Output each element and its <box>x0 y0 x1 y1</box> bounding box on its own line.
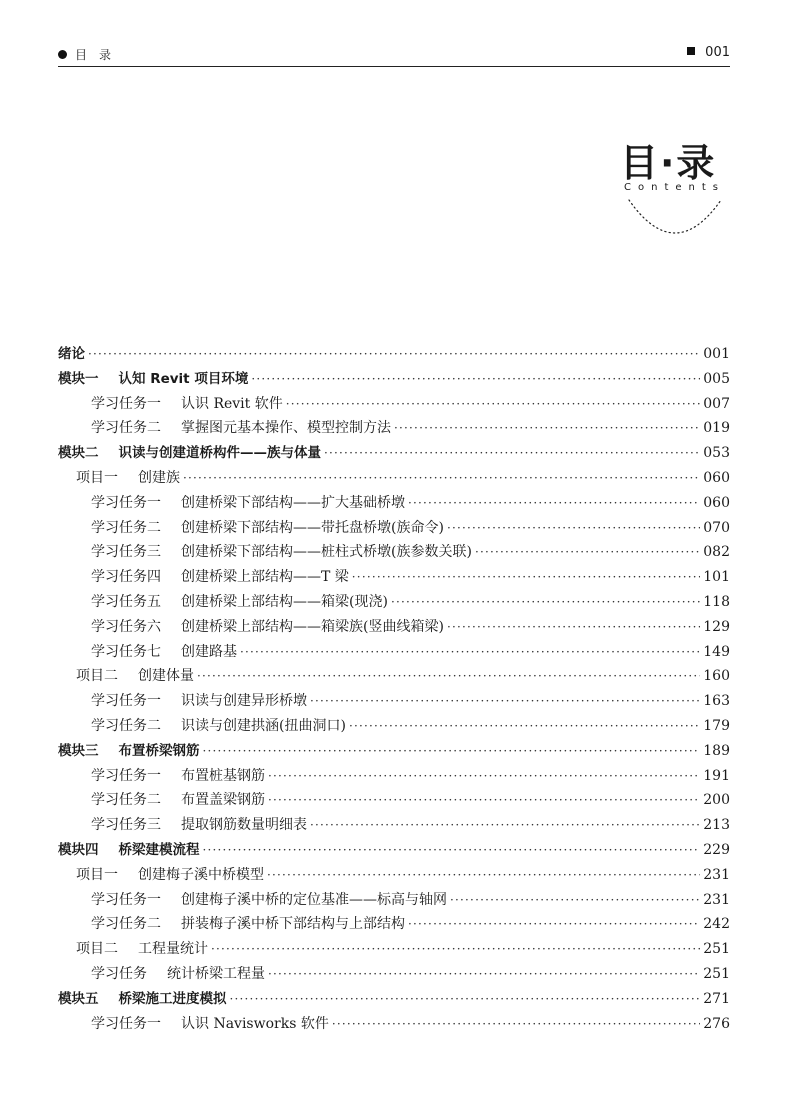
toc-entry-page: 229 <box>703 841 730 858</box>
toc-entry-title: 布置桥梁钢筋 <box>118 742 200 759</box>
toc-entry-page: 191 <box>703 767 730 784</box>
toc-entry-number: 学习任务一 <box>91 891 161 908</box>
dot-leader <box>88 342 700 367</box>
toc-entry-title: 创建桥梁下部结构——带托盘桥墩(族命令) <box>181 519 444 536</box>
toc-entry-number: 模块四 <box>58 841 99 858</box>
toc-entry-page: 163 <box>703 693 730 710</box>
toc-entry-number: 学习任务一 <box>91 1015 161 1032</box>
toc-entry[interactable] <box>58 788 730 813</box>
toc-entry-number: 项目二 <box>76 668 118 685</box>
dot-leader <box>447 516 700 541</box>
dot-leader <box>268 788 700 813</box>
dot-leader <box>447 615 700 640</box>
toc-entry-label <box>91 888 447 913</box>
toc-entry-page: 060 <box>703 469 730 486</box>
toc-entry-label <box>58 987 227 1012</box>
toc-entry-page: 101 <box>703 569 730 586</box>
toc-entry-label <box>91 764 265 789</box>
running-header <box>58 44 730 67</box>
toc-entry-number: 学习任务一 <box>91 693 161 710</box>
dot-leader <box>268 764 700 789</box>
toc-entry-label <box>91 416 391 441</box>
toc-entry-number: 学习任务一 <box>91 395 161 412</box>
toc-entry-title: 创建梅子溪中桥的定位基准——标高与轴网 <box>181 891 447 908</box>
toc-entry-title: 认知 Revit 项目环境 <box>118 370 249 387</box>
bullet-dot-icon <box>58 50 67 59</box>
dot-leader <box>408 491 700 516</box>
toc-entry-number: 学习任务二 <box>91 916 161 933</box>
dot-leader <box>391 590 700 615</box>
toc-entry-page: 200 <box>703 792 730 809</box>
toc-entry[interactable] <box>58 342 730 367</box>
toc-entry-title: 拼装梅子溪中桥下部结构与上部结构 <box>181 916 405 933</box>
toc-entry[interactable] <box>58 937 730 962</box>
toc-entry-title: 绪论 <box>58 346 85 362</box>
toc-entry[interactable] <box>58 962 730 987</box>
dot-leader <box>332 1012 700 1037</box>
dot-leader <box>310 813 700 838</box>
header-right <box>687 45 730 60</box>
toc-entry-page: 060 <box>703 494 730 511</box>
toc-entry-number: 学习任务 <box>91 965 147 982</box>
toc-entry-label <box>58 441 321 466</box>
toc-entry-title: 布置盖梁钢筋 <box>181 792 265 809</box>
dot-leader <box>450 888 700 913</box>
page-subtitle: Contents <box>624 182 725 193</box>
toc-entry-label <box>91 689 307 714</box>
toc-entry-label <box>58 342 85 367</box>
toc-entry-label <box>58 367 248 392</box>
dot-leader <box>203 739 701 764</box>
toc-entry-label <box>76 937 208 962</box>
toc-entry-label <box>91 640 237 665</box>
toc-entry-title: 识读与创建异形桥墩 <box>181 693 307 710</box>
dot-leader <box>230 987 701 1012</box>
toc-entry-label <box>76 863 264 888</box>
toc-entry[interactable] <box>58 615 730 640</box>
toc-entry[interactable] <box>58 714 730 739</box>
toc-entry-page: 149 <box>703 643 730 660</box>
dot-leader <box>251 367 700 392</box>
toc-entry-title: 创建体量 <box>138 668 194 685</box>
toc-entry-label <box>91 714 346 739</box>
toc-entry-page: 271 <box>703 990 730 1007</box>
toc-entry-page: 053 <box>703 445 730 462</box>
toc-entry-page: 179 <box>703 717 730 734</box>
toc-entry-title: 创建桥梁下部结构——扩大基础桥墩 <box>181 494 405 511</box>
toc-entry-label <box>91 392 283 417</box>
toc-entry-label <box>91 1012 329 1037</box>
toc-entry-page: 213 <box>703 817 730 834</box>
toc-entry-label <box>91 565 349 590</box>
toc-entry[interactable] <box>58 912 730 937</box>
toc-entry-label <box>91 912 405 937</box>
toc-entry-label <box>91 962 265 987</box>
toc-entry-number: 学习任务二 <box>91 792 161 809</box>
toc-entry-label <box>91 516 444 541</box>
toc-entry-number: 学习任务一 <box>91 494 161 511</box>
toc-entry-page: 129 <box>703 618 730 635</box>
toc-entry-number: 项目一 <box>76 469 118 486</box>
toc-entry-title: 认识 Navisworks 软件 <box>181 1015 329 1032</box>
toc-entry-label <box>91 813 307 838</box>
toc-entry[interactable] <box>58 863 730 888</box>
toc-entry[interactable] <box>58 516 730 541</box>
toc-entry-title: 桥梁施工进度模拟 <box>118 990 227 1007</box>
toc-entry[interactable] <box>58 392 730 417</box>
dot-leader <box>286 392 701 417</box>
toc-entry-label <box>91 540 472 565</box>
toc-entry[interactable] <box>58 838 730 863</box>
toc-entry-title: 创建族 <box>138 469 180 486</box>
page-title: 目·录 <box>620 141 717 185</box>
toc-entry-title: 认识 Revit 软件 <box>181 395 283 412</box>
toc-entry[interactable] <box>58 416 730 441</box>
toc-entry-label <box>91 615 444 640</box>
toc-entry[interactable] <box>58 640 730 665</box>
toc-entry-title: 提取钢筋数量明细表 <box>181 817 307 834</box>
toc-entry[interactable] <box>58 441 730 466</box>
toc-entry[interactable] <box>58 664 730 689</box>
toc-entry-page: 189 <box>703 742 730 759</box>
toc-entry[interactable] <box>58 367 730 392</box>
toc-entry-number: 学习任务二 <box>91 717 161 734</box>
toc-entry-page: 231 <box>703 866 730 883</box>
dot-leader <box>183 466 700 491</box>
toc-entry[interactable] <box>58 764 730 789</box>
toc-entry-page: 082 <box>703 544 730 561</box>
dot-leader <box>349 714 700 739</box>
toc-entry-page: 005 <box>703 370 730 387</box>
header-left <box>58 46 123 63</box>
toc-entry-page: 001 <box>703 346 730 362</box>
toc-entry-page: 251 <box>703 965 730 982</box>
toc-entry-title: 创建桥梁下部结构——桩柱式桥墩(族参数关联) <box>181 544 472 561</box>
toc-entry-number: 学习任务三 <box>91 817 161 834</box>
toc-entry-page: 251 <box>703 941 730 958</box>
toc-entry-page: 242 <box>703 916 730 933</box>
dot-leader <box>203 838 701 863</box>
toc-entry-page: 118 <box>703 593 730 610</box>
toc-entry-number: 模块五 <box>58 990 99 1007</box>
toc-entry-label <box>91 788 265 813</box>
toc-entry[interactable] <box>58 491 730 516</box>
toc-entry-number: 学习任务二 <box>91 519 161 536</box>
dot-leader <box>197 664 700 689</box>
toc-entry-title: 布置桩基钢筋 <box>181 767 265 784</box>
toc-entry-number: 学习任务三 <box>91 544 161 561</box>
dot-leader <box>268 962 700 987</box>
header-title: 目录 <box>75 48 124 62</box>
dot-leader <box>475 540 700 565</box>
toc-entry[interactable] <box>58 888 730 913</box>
toc-entry-number: 学习任务六 <box>91 618 161 635</box>
dot-leader <box>408 912 700 937</box>
toc-entry[interactable] <box>58 987 730 1012</box>
toc-entry[interactable] <box>58 813 730 838</box>
toc-entry[interactable] <box>58 739 730 764</box>
toc-entry-title: 创建桥梁上部结构——箱梁族(竖曲线箱梁) <box>181 618 444 635</box>
toc-entry-title: 掌握图元基本操作、模型控制方法 <box>181 420 391 437</box>
toc-entry[interactable] <box>58 1012 730 1037</box>
dotted-arc-ornament <box>625 196 725 236</box>
dot-leader <box>211 937 700 962</box>
dot-leader <box>324 441 700 466</box>
toc-entry-label <box>76 466 180 491</box>
toc-entry-page: 007 <box>703 395 730 412</box>
toc-entry-label <box>58 739 200 764</box>
toc-entry-title: 创建桥梁上部结构——箱梁(现浇) <box>181 593 388 610</box>
dot-leader <box>310 689 700 714</box>
toc-entry-page: 231 <box>703 891 730 908</box>
toc-entry-title: 统计桥梁工程量 <box>167 965 265 982</box>
toc-entry-label <box>91 491 405 516</box>
table-of-contents <box>58 342 730 1036</box>
toc-entry-number: 学习任务五 <box>91 593 161 610</box>
header-page-number: 001 <box>705 45 730 60</box>
toc-entry-number: 模块一 <box>58 370 99 387</box>
toc-entry-label <box>76 664 194 689</box>
toc-entry-number: 学习任务四 <box>91 569 161 586</box>
dot-leader <box>267 863 700 888</box>
toc-entry-title: 创建桥梁上部结构——T 梁 <box>181 569 349 586</box>
toc-entry[interactable] <box>58 565 730 590</box>
toc-entry-label <box>58 838 200 863</box>
toc-entry[interactable] <box>58 466 730 491</box>
toc-entry-page: 160 <box>703 668 730 685</box>
toc-entry-number: 项目二 <box>76 941 118 958</box>
toc-entry-number: 模块三 <box>58 742 99 759</box>
square-marker-icon <box>687 47 695 55</box>
toc-entry-page: 276 <box>703 1015 730 1032</box>
dot-leader <box>352 565 700 590</box>
toc-entry-title: 识读与创建道桥构件——族与体量 <box>118 445 321 462</box>
dot-leader <box>394 416 700 441</box>
dot-leader <box>240 640 700 665</box>
toc-entry-number: 模块二 <box>58 445 99 462</box>
toc-entry-title: 工程量统计 <box>138 941 208 958</box>
toc-entry[interactable] <box>58 689 730 714</box>
toc-entry-title: 创建路基 <box>181 643 237 660</box>
toc-entry-page: 019 <box>703 420 730 437</box>
toc-entry-number: 学习任务二 <box>91 420 161 437</box>
toc-entry-label <box>91 590 388 615</box>
toc-entry-number: 学习任务七 <box>91 643 161 660</box>
toc-entry-title: 桥梁建模流程 <box>118 841 200 858</box>
toc-entry-title: 创建梅子溪中桥模型 <box>138 866 264 883</box>
toc-entry[interactable] <box>58 540 730 565</box>
toc-entry-title: 识读与创建拱涵(扭曲洞口) <box>181 717 346 734</box>
toc-entry[interactable] <box>58 590 730 615</box>
toc-entry-number: 学习任务一 <box>91 767 161 784</box>
toc-entry-number: 项目一 <box>76 866 118 883</box>
toc-entry-page: 070 <box>703 519 730 536</box>
